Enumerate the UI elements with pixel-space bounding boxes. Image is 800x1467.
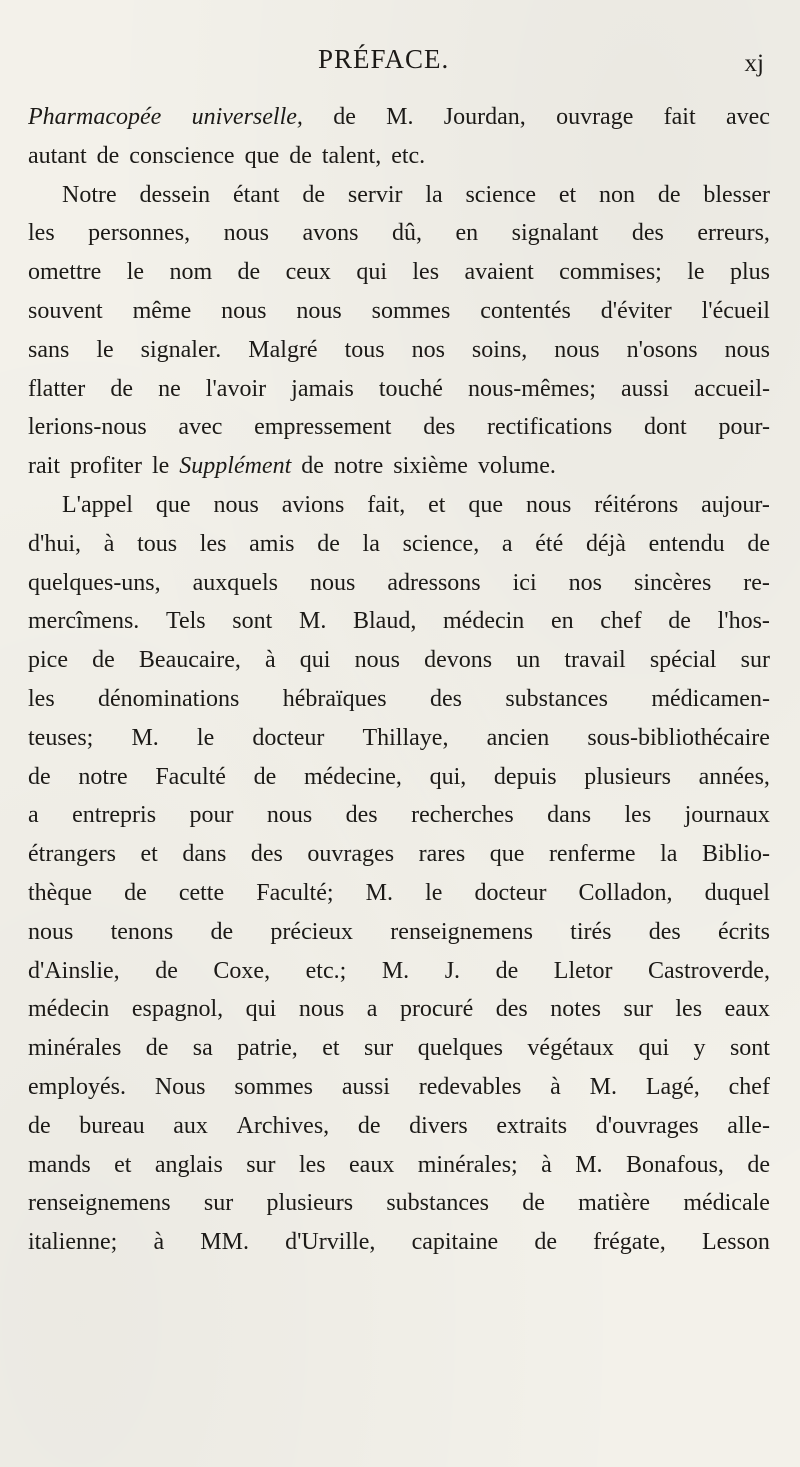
text-line: autant de conscience que de talent, etc. bbox=[28, 142, 426, 169]
text-line: pice de Beaucaire, à qui nous devons un travail spécial sur bbox=[28, 647, 770, 674]
text-line: souvent même nous nous sommes contentés d'éviter l'écueil bbox=[28, 297, 770, 324]
text-line: mercîmens. Tels sont M. Blaud, médecin en chef de l'hos- bbox=[28, 608, 770, 635]
running-head bbox=[0, 44, 800, 84]
text-line: de bureau aux Archives, de divers extraits d'ouvrages alle- bbox=[28, 1112, 770, 1139]
text-line: les dénominations hébraïques des substances médicamen- bbox=[28, 685, 770, 712]
text-line: étrangers et dans des ouvrages rares que renferme la Biblio- bbox=[28, 841, 770, 868]
text-line: employés. Nous sommes aussi redevables à M. Lagé, chef bbox=[28, 1073, 770, 1100]
text-line: Pharmacopée universelle, de M. Jourdan, ouvrage fait avec bbox=[28, 104, 770, 130]
text-line: omettre le nom de ceux qui les avaient commises; le plus bbox=[28, 259, 770, 286]
text-line: italienne; à MM. d'Urville, capitaine de frégate, Lesson bbox=[28, 1229, 770, 1256]
text-line: thèque de cette Faculté; M. le docteur Colladon, duquel bbox=[28, 879, 770, 906]
text-line: rait profiter le Supplément de notre sixième volume. bbox=[28, 453, 556, 480]
text-line: lerions-nous avec empressement des rectifications dont pour- bbox=[28, 414, 770, 441]
body-text bbox=[28, 98, 770, 1262]
text-line: a entrepris pour nous des recherches dans les journaux bbox=[28, 802, 770, 829]
page-number: xj bbox=[744, 50, 764, 77]
text-line: quelques-uns, auxquels nous adressons ici nos sincères re- bbox=[28, 569, 770, 596]
text-line: minérales de sa patrie, et sur quelques végétaux qui y sont bbox=[28, 1035, 770, 1062]
text-line: d'Ainslie, de Coxe, etc.; M. J. de Lletor Castroverde, bbox=[28, 957, 770, 984]
text-line: de notre Faculté de médecine, qui, depuis plusieurs années, bbox=[28, 763, 770, 790]
text-line: sans le signaler. Malgré tous nos soins, nous n'osons nous bbox=[28, 336, 770, 363]
page-title: PRÉFACE. bbox=[318, 44, 450, 74]
text-line: flatter de ne l'avoir jamais touché nous-mêmes; aussi accueil- bbox=[28, 375, 770, 402]
text-line: nous tenons de précieux renseignemens tirés des écrits bbox=[28, 918, 770, 945]
text-line: mands et anglais sur les eaux minérales; à M. Bonafous, de bbox=[28, 1151, 770, 1178]
text-line: L'appel que nous avions fait, et que nous réitérons aujour- bbox=[62, 491, 770, 518]
text-line: médecin espagnol, qui nous a procuré des notes sur les eaux bbox=[28, 996, 770, 1023]
text-line: les personnes, nous avons dû, en signalant des erreurs, bbox=[28, 220, 770, 247]
text-line: Notre dessein étant de servir la science et non de blesser bbox=[62, 181, 770, 208]
text-line: renseignemens sur plusieurs substances de matière médicale bbox=[28, 1190, 770, 1217]
text-line: d'hui, à tous les amis de la science, a été déjà entendu de bbox=[28, 530, 770, 557]
text-line: teuses; M. le docteur Thillaye, ancien sous-bibliothécaire bbox=[28, 724, 770, 751]
